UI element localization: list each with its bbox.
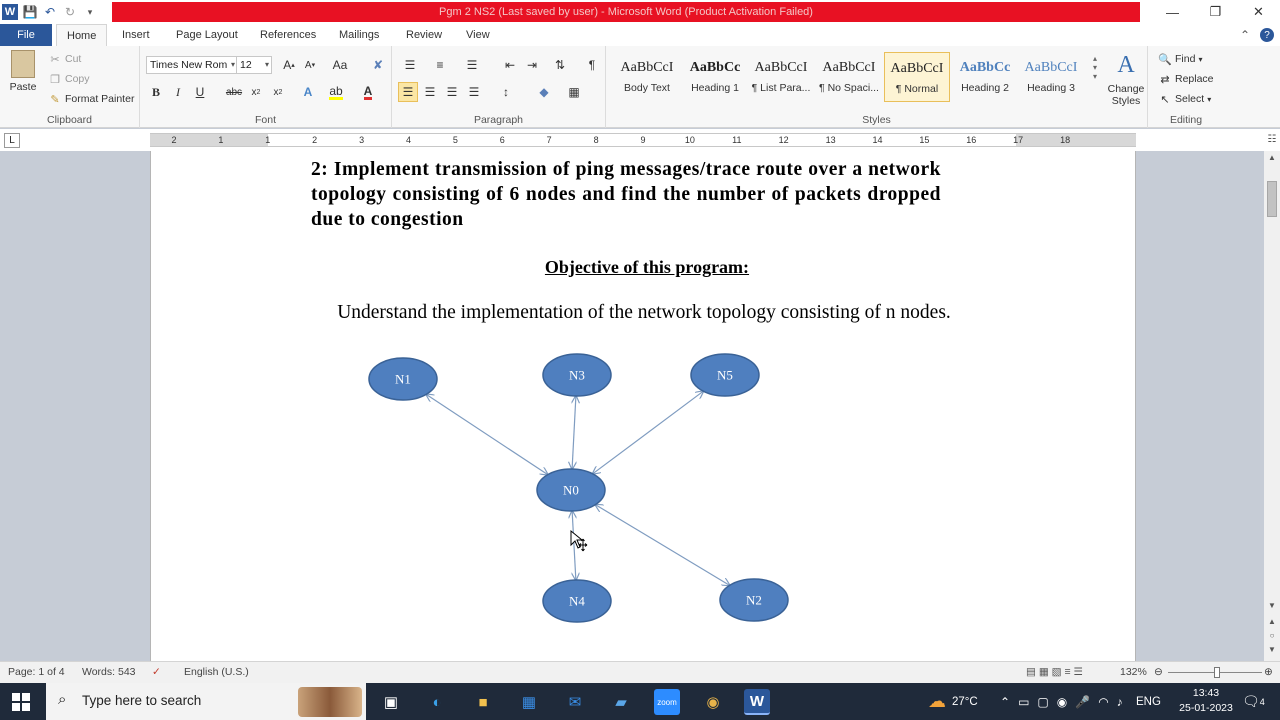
vertical-scrollbar[interactable]	[1264, 151, 1280, 661]
link-n0-n2	[595, 505, 729, 586]
weather-widget[interactable]: ☁ 27°C	[928, 691, 978, 711]
zoom-app-icon[interactable]: zoom	[654, 689, 680, 715]
node-label: N5	[717, 367, 733, 383]
microphone-icon[interactable]: 🎤	[1075, 694, 1091, 709]
multilevel-list-icon[interactable]: ☰	[466, 58, 478, 72]
style-heading-1[interactable]: AaBbCc Heading 1	[689, 60, 741, 94]
minimize-icon[interactable]: —	[1166, 4, 1179, 20]
styles-group-label: Styles	[862, 114, 891, 126]
node-n0[interactable]	[537, 469, 605, 511]
paragraph-group	[392, 46, 606, 128]
link-n0-n1	[426, 394, 548, 474]
tab-review[interactable]: Review	[406, 29, 443, 41]
close-icon[interactable]: ✕	[1253, 4, 1264, 19]
styles-scroll-icon[interactable]: ▴ ▾ ▾	[1092, 54, 1097, 81]
ruler-number: 5	[452, 135, 458, 145]
next-page-icon[interactable]: ▼	[1268, 645, 1276, 654]
borders-icon[interactable]: ▦	[568, 85, 580, 99]
restore-icon[interactable]: ❐	[1209, 4, 1222, 19]
increase-indent-icon[interactable]: ⇥	[526, 58, 538, 72]
ruler-number: 4	[405, 135, 412, 145]
screen-icon[interactable]: ▢	[1037, 694, 1049, 709]
objective-text: Understand the implementation of the network topology consisting of n nodes.	[337, 302, 951, 323]
document-page[interactable]	[150, 151, 1136, 661]
zoom-level[interactable]: 132%	[1120, 666, 1147, 678]
weather-icon: ☁	[928, 691, 946, 711]
align-right-icon[interactable]: ☰	[446, 85, 458, 99]
title-bar	[0, 0, 1280, 24]
paste-icon	[11, 50, 35, 78]
paste-button[interactable]	[8, 50, 38, 93]
taskbar	[0, 683, 1280, 720]
change-styles-label: Change Styles	[1107, 83, 1145, 107]
align-center-icon[interactable]: ☰	[424, 85, 436, 99]
clipboard-group-label: Clipboard	[47, 114, 92, 126]
scroll-down-icon[interactable]: ▼	[1268, 601, 1276, 610]
language-status[interactable]: English (U.S.)	[184, 666, 249, 678]
document-heading: 2: Implement transmission of ping messages/trace route over a network topology consisting of 6 nodes and find the number of packets dropped due to congestion	[311, 159, 941, 230]
brush-icon: ✎	[50, 93, 60, 106]
ruler-number: 1	[218, 135, 224, 145]
wifi-icon[interactable]: ◠	[1098, 694, 1109, 709]
font-color-icon[interactable]: A	[363, 83, 373, 98]
quick-access-toolbar	[2, 2, 98, 22]
tab-file[interactable]: File	[0, 24, 52, 46]
ruler-number: 12	[778, 135, 789, 145]
style-normal[interactable]: AaBbCcI ¶ Normal	[884, 52, 950, 102]
page-count[interactable]: Page: 1 of 4	[8, 666, 65, 678]
ribbon	[0, 46, 1280, 128]
ruler-number: 16	[966, 135, 977, 145]
clock-date: 25-01-2023	[1179, 702, 1233, 714]
clock-time: 13:43	[1192, 687, 1220, 699]
save-icon[interactable]: 💾	[22, 5, 38, 19]
ruler-number: 7	[546, 135, 552, 145]
ruler-right-margin	[1016, 134, 1136, 146]
font-group-label: Font	[254, 114, 276, 126]
binoculars-icon: 🔍	[1158, 53, 1172, 66]
app-icon[interactable]: ▰	[615, 694, 627, 711]
shrink-font-icon[interactable]: A ▾	[304, 59, 316, 71]
font-group	[140, 46, 392, 128]
ruler-number: 2	[312, 135, 318, 145]
link-n0-n3	[572, 396, 576, 469]
ruler-number: 11	[732, 135, 742, 145]
zoom-out-icon[interactable]: ⊖	[1154, 666, 1163, 678]
ruler-number: 17	[1013, 135, 1024, 145]
camera-icon[interactable]: ◉	[1056, 694, 1068, 709]
redo-icon[interactable]: ↻	[64, 5, 76, 19]
zoom-slider-knob[interactable]	[1214, 667, 1220, 678]
undo-icon[interactable]: ↶	[44, 5, 56, 19]
format-painter-button[interactable]: ✎ Format Painter	[48, 92, 134, 106]
node-n3[interactable]	[543, 354, 611, 396]
highlight-icon[interactable]: ab	[329, 83, 343, 98]
node-n4[interactable]	[543, 580, 611, 622]
notifications-icon[interactable]: 🗨 4	[1242, 693, 1265, 709]
chrome-icon[interactable]: ◉	[706, 694, 720, 711]
styles-group	[606, 46, 1148, 128]
node-label: N2	[746, 592, 762, 608]
objective-title: Objective of this program:	[544, 257, 750, 277]
sort-icon[interactable]: ⇅	[554, 58, 566, 72]
node-n5[interactable]	[691, 354, 759, 396]
horizontal-ruler[interactable]	[150, 133, 1136, 147]
clock[interactable]	[1176, 686, 1236, 716]
style-list-paragraph[interactable]: AaBbCcI ¶ List Para...	[751, 60, 811, 94]
tab-references[interactable]: References	[260, 29, 317, 41]
tab-insert[interactable]: Insert	[122, 29, 150, 41]
ruler-number: 10	[684, 135, 695, 145]
ruler-left-margin	[150, 134, 271, 146]
ruler-number: 1	[265, 135, 271, 145]
find-button[interactable]: 🔍 Find ▾	[1158, 53, 1203, 66]
ribbon-tabs	[0, 24, 1280, 46]
decrease-indent-icon[interactable]: ⇤	[504, 58, 516, 72]
replace-icon: ⇄	[1160, 73, 1170, 86]
store-icon[interactable]: ▦	[521, 694, 537, 711]
ruler-number: 6	[499, 135, 505, 145]
node-n1[interactable]	[369, 358, 437, 400]
ruler-number: 13	[825, 135, 836, 145]
document-workspace	[0, 151, 1264, 661]
scroll-up-icon[interactable]: ▲	[1268, 153, 1276, 162]
style-body-text[interactable]: AaBbCcI Body Text	[620, 60, 674, 94]
word-count[interactable]: Words: 543	[82, 666, 136, 678]
ruler-number: 3	[359, 135, 365, 145]
change-case-icon[interactable]: Aa	[332, 58, 348, 72]
select-button[interactable]: ↖ Select ▾	[1158, 92, 1211, 106]
view-buttons[interactable]: ▤ ▦ ▧ ≡ ☰	[1026, 666, 1083, 678]
bold-icon[interactable]: B	[151, 84, 160, 99]
node-label: N3	[569, 367, 585, 383]
system-tray	[1000, 683, 1123, 720]
style-heading-3[interactable]: AaBbCcI Heading 3	[1024, 60, 1078, 94]
editing-group-label: Editing	[1169, 114, 1203, 126]
status-bar	[0, 661, 1280, 683]
paste-label: Paste	[9, 81, 37, 93]
superscript-icon[interactable]: x 2	[273, 86, 283, 98]
file-explorer-icon[interactable]: ■	[478, 693, 488, 711]
tab-page-layout[interactable]: Page Layout	[176, 29, 238, 41]
topology-diagram	[151, 151, 1137, 661]
ruler-number: 15	[919, 135, 930, 145]
node-label: N4	[569, 593, 585, 609]
prev-page-icon[interactable]: ▲	[1268, 617, 1276, 626]
strikethrough-icon[interactable]: abc	[225, 86, 243, 98]
browse-object-icon[interactable]: ○	[1269, 631, 1275, 640]
link-n0-n5	[593, 391, 704, 474]
style-heading-2[interactable]: AaBbCc Heading 2	[959, 60, 1011, 94]
copy-icon: ❐	[50, 73, 60, 86]
subscript-icon[interactable]: x 2	[251, 86, 261, 98]
change-styles-button[interactable]	[1104, 50, 1148, 107]
tab-mailings[interactable]: Mailings	[339, 29, 380, 41]
font-size-combo[interactable]: 12 ▾	[236, 56, 272, 74]
minimize-ribbon-icon[interactable]: ⌃	[1239, 28, 1250, 42]
replace-button[interactable]: ⇄ Replace	[1158, 72, 1214, 86]
ruler-number: 14	[872, 135, 883, 145]
customize-toolbar-icon[interactable]: ▾	[87, 6, 93, 17]
text-effects-icon[interactable]: A	[303, 85, 313, 99]
zoom-in-icon[interactable]: ⊕	[1264, 666, 1273, 678]
ruler-number: 2	[171, 135, 177, 145]
italic-icon[interactable]: I	[176, 84, 180, 99]
search-highlight-image	[298, 687, 362, 717]
ruler-number: 9	[640, 135, 646, 145]
move-cursor-icon	[569, 529, 589, 555]
cursor-icon: ↖	[1160, 93, 1170, 106]
ruler-number: 8	[593, 135, 599, 145]
clipboard-group	[0, 46, 140, 128]
node-label: N0	[563, 482, 579, 498]
windows-start-icon[interactable]	[12, 693, 30, 711]
cut-button[interactable]: ✂ Cut	[48, 52, 81, 66]
grow-font-icon[interactable]: A ▴	[283, 58, 295, 72]
editing-group	[1148, 46, 1224, 128]
search-placeholder: Type here to search	[82, 693, 202, 708]
scissors-icon: ✂	[50, 53, 60, 66]
tab-home[interactable]: Home	[56, 24, 107, 46]
tab-view[interactable]: View	[466, 29, 490, 41]
clear-formatting-icon[interactable]: ✘	[372, 58, 384, 72]
task-view-icon[interactable]: ▣	[383, 694, 399, 711]
underline-icon[interactable]: U	[195, 85, 205, 99]
search-icon: ⌕	[58, 691, 67, 708]
network-adapter-icon[interactable]: ▭	[1018, 694, 1030, 709]
numbering-icon[interactable]: ≡	[436, 58, 444, 72]
word-logo-icon: W	[2, 4, 18, 20]
edge-icon[interactable]: ◐	[432, 693, 442, 711]
line-spacing-icon[interactable]: ↕	[503, 85, 509, 99]
shading-icon[interactable]: ◆	[539, 85, 549, 99]
view-ruler-icon[interactable]: ☷	[1264, 129, 1280, 151]
window-title: Pgm 2 NS2 (Last saved by user) - Microsoft Word (Product Activation Failed)	[112, 2, 1140, 22]
show-hidden-icons-icon[interactable]: ⌃	[1000, 694, 1011, 709]
proofing-icon[interactable]: ✓	[152, 666, 161, 678]
node-label: N1	[395, 371, 411, 387]
node-n2[interactable]	[720, 579, 788, 621]
word-taskbar-icon[interactable]: W	[744, 689, 770, 715]
tab-selector-icon[interactable]: L	[4, 133, 20, 148]
paragraph-group-label: Paragraph	[473, 114, 524, 126]
ruler-number: 18	[1060, 135, 1071, 145]
volume-icon[interactable]: ♪	[1116, 694, 1123, 709]
copy-button[interactable]: ❐ Copy	[48, 72, 90, 86]
scroll-thumb[interactable]	[1267, 181, 1277, 217]
help-icon[interactable]: ?	[1260, 28, 1274, 42]
align-left-icon[interactable]: ☰	[398, 82, 418, 102]
mail-icon[interactable]: ✉	[568, 694, 582, 711]
change-styles-icon: A	[1117, 52, 1135, 78]
style-no-spacing[interactable]: AaBbCcI ¶ No Spaci...	[819, 60, 879, 94]
font-name-combo[interactable]: Times New Rom ▾	[146, 56, 238, 74]
bullets-icon[interactable]: ☰	[404, 58, 416, 72]
taskbar-search-box[interactable]	[46, 683, 366, 720]
input-language[interactable]: ENG	[1136, 695, 1161, 708]
justify-icon[interactable]: ☰	[468, 85, 480, 99]
show-formatting-marks-icon[interactable]: ¶	[588, 58, 596, 72]
